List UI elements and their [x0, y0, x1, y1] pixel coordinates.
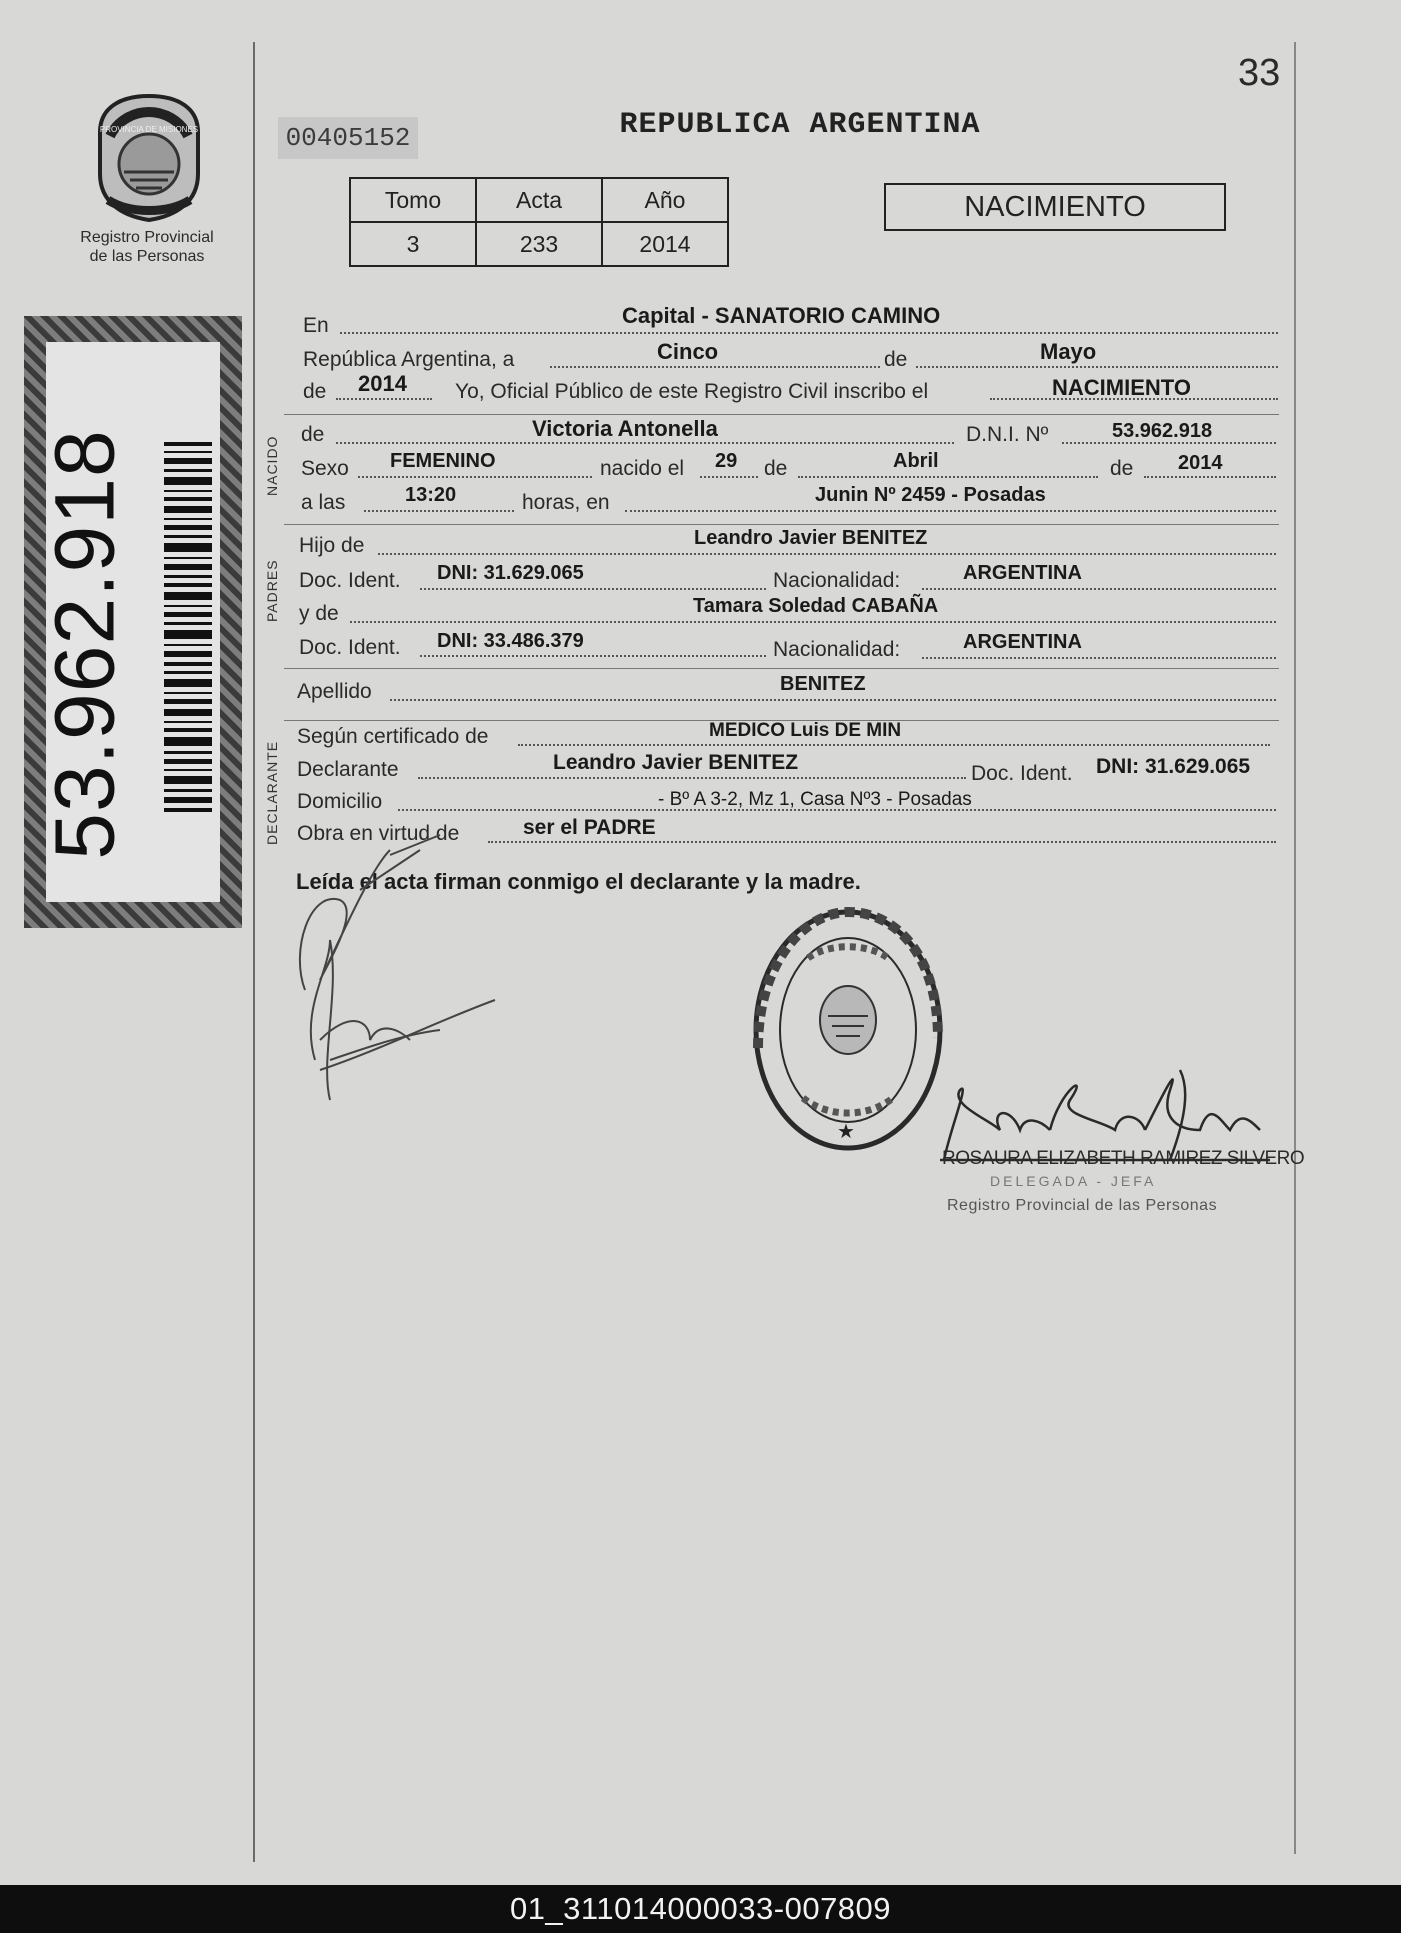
registry-caption [55, 228, 239, 266]
value-birth-time: 13:20 [405, 484, 457, 506]
barcode-panel [24, 316, 242, 928]
label-a-las: a las [301, 491, 346, 514]
label-hijo-de: Hijo de [299, 534, 365, 557]
page-number: 33 [1238, 52, 1281, 94]
label-yo: Yo, Oficial Público de este Registro Civil inscribo el [455, 380, 929, 403]
value-father-name: Leandro Javier BENITEZ [694, 527, 928, 549]
label-de-birth-year: de [1110, 457, 1134, 480]
value-tomo: 3 [350, 222, 476, 266]
stamp-number: 00405152 [278, 117, 418, 159]
value-address: - Bº A 3-2, Mz 1, Casa Nº3 - Posadas [658, 789, 972, 810]
separator-3 [284, 668, 1279, 669]
document-title: REPUBLICA ARGENTINA [619, 108, 981, 142]
official-organization: Registro Provincial de las Personas [947, 1197, 1218, 1214]
value-declarant: Leandro Javier BENITEZ [553, 751, 799, 774]
province-shield-icon [90, 92, 208, 224]
label-en: En [303, 314, 329, 337]
dots-birth-day [700, 476, 758, 478]
barcode-number: 53.962.918 [37, 429, 132, 860]
label-nat-father: Nacionalidad: [773, 569, 901, 592]
value-father-doc: DNI: 31.629.065 [437, 562, 584, 584]
registry-line-2: de las Personas [89, 248, 205, 265]
value-dni: 53.962.918 [1112, 420, 1213, 442]
label-nacido-el: nacido el [600, 457, 685, 480]
dots-father-nat [922, 588, 1276, 590]
label-horas-en: horas, en [522, 491, 610, 514]
value-place: Capital - SANATORIO CAMINO [622, 303, 941, 328]
value-father-nationality: ARGENTINA [963, 562, 1082, 584]
value-in-virtue: ser el PADRE [523, 816, 656, 839]
label-dni: D.N.I. Nº [966, 423, 1049, 446]
official-name: ROSAURA ELIZABETH RAMIREZ SILVERO [942, 1148, 1305, 1169]
dots-birth-place [625, 510, 1276, 512]
value-certificate: MEDICO Luis DE MIN [709, 720, 902, 741]
separator-1 [284, 414, 1279, 415]
value-name: Victoria Antonella [532, 416, 718, 441]
label-domicilio: Domicilio [297, 790, 383, 813]
label-nat-mother: Nacionalidad: [773, 638, 901, 661]
label-segun: Según certificado de [297, 725, 489, 748]
label-y-de: y de [299, 602, 339, 625]
dots-en [340, 332, 1278, 334]
value-birth-place: Junin Nº 2459 - Posadas [815, 484, 1046, 506]
declarant-signature-icon [270, 830, 500, 1110]
record-table-values [350, 222, 728, 266]
label-de-name: de [301, 423, 325, 446]
section-nacido: NACIDO [264, 435, 280, 496]
value-year: 2014 [358, 371, 407, 396]
separator-2 [284, 524, 1279, 525]
barcode-icon [164, 442, 212, 814]
left-margin-line [253, 42, 255, 1862]
barcode-label [37, 342, 220, 902]
svg-text:★: ★ [837, 1121, 855, 1143]
dots-day [550, 366, 880, 368]
value-declarant-doc: DNI: 31.629.065 [1096, 755, 1251, 778]
value-sex: FEMENINO [390, 450, 496, 472]
label-republica: República Argentina, a [303, 348, 515, 371]
label-de-month: de [884, 348, 908, 371]
label-doc-declarant: Doc. Ident. [971, 762, 1073, 785]
header-tomo: Tomo [350, 178, 476, 222]
section-padres: PADRES [264, 559, 280, 622]
record-table-header [350, 178, 728, 222]
section-declarante: DECLARANTE [264, 740, 280, 845]
dots-father-doc [420, 588, 766, 590]
value-birth-year: 2014 [1178, 452, 1223, 474]
label-doc-father: Doc. Ident. [299, 569, 401, 592]
dots-sex [358, 476, 592, 478]
value-month: Mayo [1040, 339, 1097, 364]
label-declarante: Declarante [297, 758, 399, 781]
official-seal-icon [748, 898, 958, 1163]
value-birth-month: Abril [893, 450, 939, 472]
dots-surname [390, 699, 1276, 701]
label-obra: Obra en virtud de [297, 822, 460, 845]
value-ano: 2014 [602, 222, 728, 266]
value-mother-nationality: ARGENTINA [963, 631, 1082, 653]
record-table [349, 177, 729, 267]
dots-birth-month [798, 476, 1098, 478]
dots-father [378, 553, 1276, 555]
dots-month [916, 366, 1278, 368]
dots-declarant [418, 777, 966, 779]
dots-mother-nat [922, 657, 1276, 659]
label-sexo: Sexo [301, 457, 349, 480]
registry-line-1: Registro Provincial [80, 229, 214, 246]
right-margin-line [1294, 42, 1296, 1854]
dots-mother-doc [420, 655, 766, 657]
dots-certificate [518, 744, 1270, 746]
value-day-word: Cinco [657, 339, 719, 364]
dots-mother [350, 621, 1276, 623]
value-mother-name: Tamara Soledad CABAÑA [693, 595, 939, 617]
record-type-box: NACIMIENTO [884, 183, 1226, 231]
label-doc-mother: Doc. Ident. [299, 636, 401, 659]
dots-birth-year [1144, 476, 1276, 478]
header-ano: Año [602, 178, 728, 222]
header-acta: Acta [476, 178, 602, 222]
dots-time [364, 510, 514, 512]
value-acta: 233 [476, 222, 602, 266]
value-surname: BENITEZ [780, 673, 866, 695]
official-role: DELEGADA - JEFA [990, 1173, 1157, 1189]
value-act-type: NACIMIENTO [1052, 375, 1191, 400]
label-de-birth-month: de [764, 457, 788, 480]
label-apellido: Apellido [297, 680, 372, 703]
logo-text: PROVINCIA DE MISIONES [99, 125, 199, 134]
dots-name [336, 442, 954, 444]
closing-statement: Leída el acta firman conmigo el declarante y la madre. [296, 869, 861, 894]
dots-year [336, 398, 432, 400]
label-de-year: de [303, 380, 327, 403]
footer-code: 01_311014000033-007809 [0, 1885, 1401, 1933]
value-mother-doc: DNI: 33.486.379 [437, 630, 584, 652]
dots-obra [488, 841, 1276, 843]
value-birth-day: 29 [715, 450, 738, 472]
